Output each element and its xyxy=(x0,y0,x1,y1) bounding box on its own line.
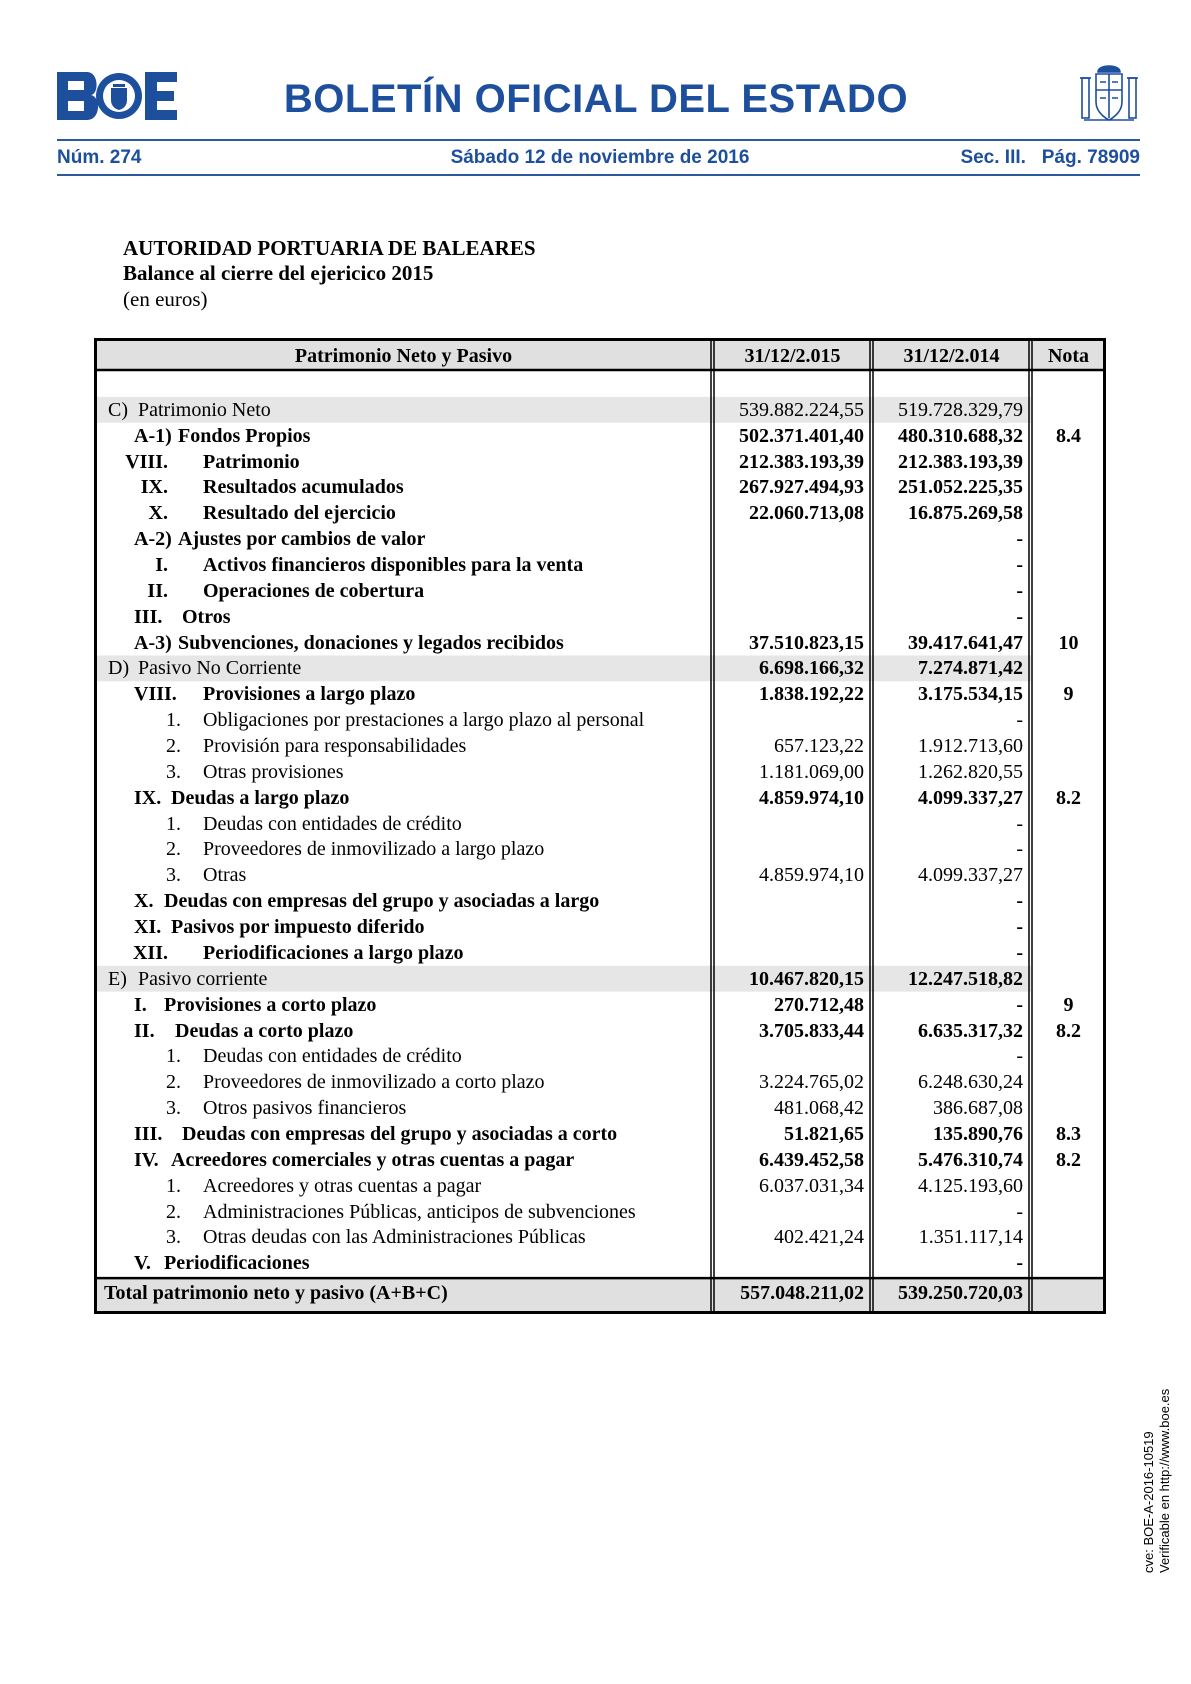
row-label: Deudas con entidades de crédito xyxy=(203,812,462,835)
column-header: Patrimonio Neto y Pasivo xyxy=(294,345,513,367)
row-marker: I. xyxy=(155,554,168,577)
value-2014: - xyxy=(1016,993,1023,1016)
row-label: Deudas con empresas del grupo y asociadas a largo xyxy=(164,890,600,913)
row-marker: C) xyxy=(108,398,128,421)
header-rule-top xyxy=(57,139,1140,141)
row-marker: V. xyxy=(134,1252,151,1275)
section-page: Sec. III. Pág. 78909 xyxy=(960,147,1140,168)
value-2014: - xyxy=(1016,890,1023,913)
row-label: Deudas a largo plazo xyxy=(171,786,350,809)
value-2014: 6.248.630,24 xyxy=(918,1071,1023,1094)
value-2015: 267.927.494,93 xyxy=(739,476,864,499)
row-label: Provisión para responsabilidades xyxy=(203,735,467,758)
row-label: Fondos Propios xyxy=(178,424,311,447)
row-label: Subvenciones, donaciones y legados recibidos xyxy=(178,631,564,654)
row-label: Pasivo No Corriente xyxy=(138,657,302,680)
row-label: Acreedores y otras cuentas a pagar xyxy=(203,1174,482,1197)
value-2014: 4.099.337,27 xyxy=(918,786,1023,809)
coat-of-arms-icon xyxy=(1078,60,1140,128)
value-2015: 502.371.401,40 xyxy=(739,424,864,447)
row-label: Patrimonio Neto xyxy=(138,398,271,421)
verification-note xyxy=(1141,1389,1173,1573)
row-marker: 3. xyxy=(166,864,181,887)
value-2014: 480.310.688,32 xyxy=(898,424,1023,447)
row-label: Patrimonio xyxy=(203,450,300,473)
value-2014: - xyxy=(1016,1045,1023,1068)
value-2015: 402.421,24 xyxy=(774,1226,864,1249)
note-ref: 10 xyxy=(1058,631,1079,654)
column-header: 31/12/2.014 xyxy=(903,345,1000,367)
value-2014: 251.052.225,35 xyxy=(898,476,1023,499)
row-label: Deudas con empresas del grupo y asociadas a corto xyxy=(182,1122,618,1145)
column-header: Nota xyxy=(1047,345,1090,367)
total-2015: 557.048.211,02 xyxy=(740,1282,864,1305)
row-label: Proveedores de inmovilizado a corto plazo xyxy=(203,1071,545,1094)
value-2015: 481.068,42 xyxy=(774,1097,864,1120)
value-2014: 1.262.820,55 xyxy=(918,760,1023,783)
value-2015: 6.037.031,34 xyxy=(759,1174,864,1197)
row-marker: A-1) xyxy=(134,424,172,447)
value-2015: 6.439.452,58 xyxy=(759,1148,864,1171)
value-2014: - xyxy=(1016,1252,1023,1275)
note-ref: 8.2 xyxy=(1056,1019,1081,1042)
column-header: 31/12/2.015 xyxy=(744,345,841,367)
note-ref: 8.3 xyxy=(1056,1122,1081,1145)
row-label: Administraciones Públicas, anticipos de subvenciones xyxy=(203,1200,636,1223)
row-label: Otras deudas con las Administraciones Públicas xyxy=(203,1226,586,1249)
value-2015: 4.859.974,10 xyxy=(759,864,864,887)
row-marker: XII. xyxy=(132,941,168,964)
value-2014: 6.635.317,32 xyxy=(918,1019,1023,1042)
row-label: Provisiones a corto plazo xyxy=(164,993,377,1016)
note-ref: 8.4 xyxy=(1056,424,1081,447)
row-marker: VIII. xyxy=(134,683,177,706)
row-marker: XI. xyxy=(134,916,162,939)
value-2015: 37.510.823,15 xyxy=(749,631,864,654)
value-2014: - xyxy=(1016,528,1023,551)
row-marker: 1. xyxy=(166,1045,181,1068)
row-marker: A-3) xyxy=(134,631,172,654)
row-marker: I. xyxy=(134,993,147,1016)
value-2014: 135.890,76 xyxy=(933,1122,1023,1145)
value-2014: 1.912.713,60 xyxy=(918,735,1023,758)
value-2015: 51.821,65 xyxy=(784,1122,864,1145)
row-marker: 3. xyxy=(166,1097,181,1120)
value-2015: 1.838.192,22 xyxy=(759,683,864,706)
note-ref: 9 xyxy=(1063,683,1074,706)
row-marker: VIII. xyxy=(125,450,168,473)
value-2015: 212.383.193,39 xyxy=(739,450,864,473)
value-2014: 7.274.871,42 xyxy=(918,657,1023,680)
row-label: Otras provisiones xyxy=(203,760,344,783)
value-2014: 1.351.117,14 xyxy=(918,1226,1023,1249)
value-2015: 3.705.833,44 xyxy=(759,1019,864,1042)
page-title: BOLETÍN OFICIAL DEL ESTADO xyxy=(283,77,909,121)
header-rule-bottom xyxy=(57,174,1140,176)
row-label: Otras xyxy=(203,864,247,887)
row-marker: III. xyxy=(134,605,163,628)
value-2015: 22.060.713,08 xyxy=(749,502,864,525)
note-ref: 8.2 xyxy=(1056,786,1081,809)
value-2015: 539.882.224,55 xyxy=(739,398,864,421)
row-marker: 3. xyxy=(166,760,181,783)
value-2014: - xyxy=(1016,941,1023,964)
value-2015: 1.181.069,00 xyxy=(759,760,864,783)
row-label: Deudas con entidades de crédito xyxy=(203,1045,462,1068)
row-marker: 1. xyxy=(166,709,181,732)
row-label: Proveedores de inmovilizado a largo plazo xyxy=(203,838,545,861)
value-2014: 12.247.518,82 xyxy=(908,967,1023,990)
value-2014: - xyxy=(1016,709,1023,732)
row-marker: D) xyxy=(108,657,130,680)
row-label: Pasivos por impuesto diferido xyxy=(171,916,425,939)
value-2014: 16.875.269,58 xyxy=(908,502,1023,525)
row-label: Ajustes por cambios de valor xyxy=(178,528,426,551)
row-label: Otros pasivos financieros xyxy=(203,1097,407,1120)
issue-number: Núm. 274 xyxy=(57,147,142,168)
value-2015: 3.224.765,02 xyxy=(759,1071,864,1094)
total-2014: 539.250.720,03 xyxy=(898,1282,1023,1305)
value-2014: - xyxy=(1016,1200,1023,1223)
row-label: Otros xyxy=(182,605,231,628)
value-2014: 39.417.641,47 xyxy=(908,631,1023,654)
row-marker: X. xyxy=(148,502,168,525)
verification-url: Verificable en http://www.boe.es xyxy=(1157,1388,1172,1573)
cve-code: cve: BOE-A-2016-10519 xyxy=(1141,1431,1156,1573)
row-marker: III. xyxy=(134,1122,163,1145)
issue-date: Sábado 12 de noviembre de 2016 xyxy=(450,147,750,168)
value-2014: - xyxy=(1016,838,1023,861)
row-marker: II. xyxy=(134,1019,155,1042)
row-marker: A-2) xyxy=(134,528,172,551)
value-2014: 4.099.337,27 xyxy=(918,864,1023,887)
row-marker: 2. xyxy=(166,838,181,861)
value-2014: 519.728.329,79 xyxy=(898,398,1023,421)
value-2014: - xyxy=(1016,812,1023,835)
row-marker: IV. xyxy=(134,1148,159,1171)
value-2015: 10.467.820,15 xyxy=(749,967,864,990)
row-marker: 1. xyxy=(166,812,181,835)
row-marker: 2. xyxy=(166,1071,181,1094)
value-2015: 657.123,22 xyxy=(774,735,864,758)
entity-title: AUTORIDAD PORTUARIA DE BALEARES xyxy=(123,236,536,260)
row-marker: IX. xyxy=(140,476,168,499)
row-label: Resultado del ejercicio xyxy=(203,502,396,525)
row-label: Pasivo corriente xyxy=(138,967,268,990)
value-2014: - xyxy=(1016,916,1023,939)
row-marker: X. xyxy=(134,890,154,913)
value-2014: 212.383.193,39 xyxy=(898,450,1023,473)
value-2014: - xyxy=(1016,554,1023,577)
row-label: Periodificaciones a largo plazo xyxy=(203,941,464,964)
value-2015: 4.859.974,10 xyxy=(759,786,864,809)
balance-subtitle: Balance al cierre del ejericico 2015 xyxy=(123,261,434,285)
value-2014: - xyxy=(1016,579,1023,602)
units-note: (en euros) xyxy=(123,287,208,311)
note-ref: 9 xyxy=(1063,993,1074,1016)
value-2014: 4.125.193,60 xyxy=(918,1174,1023,1197)
row-marker: II. xyxy=(147,579,168,602)
row-marker: 3. xyxy=(166,1226,181,1249)
row-marker: E) xyxy=(108,967,127,990)
row-marker: 2. xyxy=(166,1200,181,1223)
balance-table xyxy=(94,338,1106,1314)
note-ref: 8.2 xyxy=(1056,1148,1081,1171)
row-label: Periodificaciones xyxy=(164,1252,310,1275)
value-2014: - xyxy=(1016,605,1023,628)
row-marker: IX. xyxy=(134,786,162,809)
row-label: Obligaciones por prestaciones a largo plazo al personal xyxy=(203,709,645,732)
value-2014: 5.476.310,74 xyxy=(918,1148,1023,1171)
row-label: Provisiones a largo plazo xyxy=(203,683,416,706)
value-2015: 6.698.166,32 xyxy=(759,657,864,680)
boe-logo xyxy=(57,72,177,120)
total-label: Total patrimonio neto y pasivo (A+B+C) xyxy=(104,1282,448,1305)
row-marker: 2. xyxy=(166,735,181,758)
row-label: Resultados acumulados xyxy=(203,476,404,499)
value-2015: 270.712,48 xyxy=(774,993,864,1016)
row-label: Acreedores comerciales y otras cuentas a pagar xyxy=(171,1148,575,1171)
row-label: Operaciones de cobertura xyxy=(203,579,425,602)
row-label: Deudas a corto plazo xyxy=(175,1019,354,1042)
value-2014: 3.175.534,15 xyxy=(918,683,1023,706)
row-label: Activos financieros disponibles para la venta xyxy=(203,554,584,577)
value-2014: 386.687,08 xyxy=(933,1097,1023,1120)
row-marker: 1. xyxy=(166,1174,181,1197)
